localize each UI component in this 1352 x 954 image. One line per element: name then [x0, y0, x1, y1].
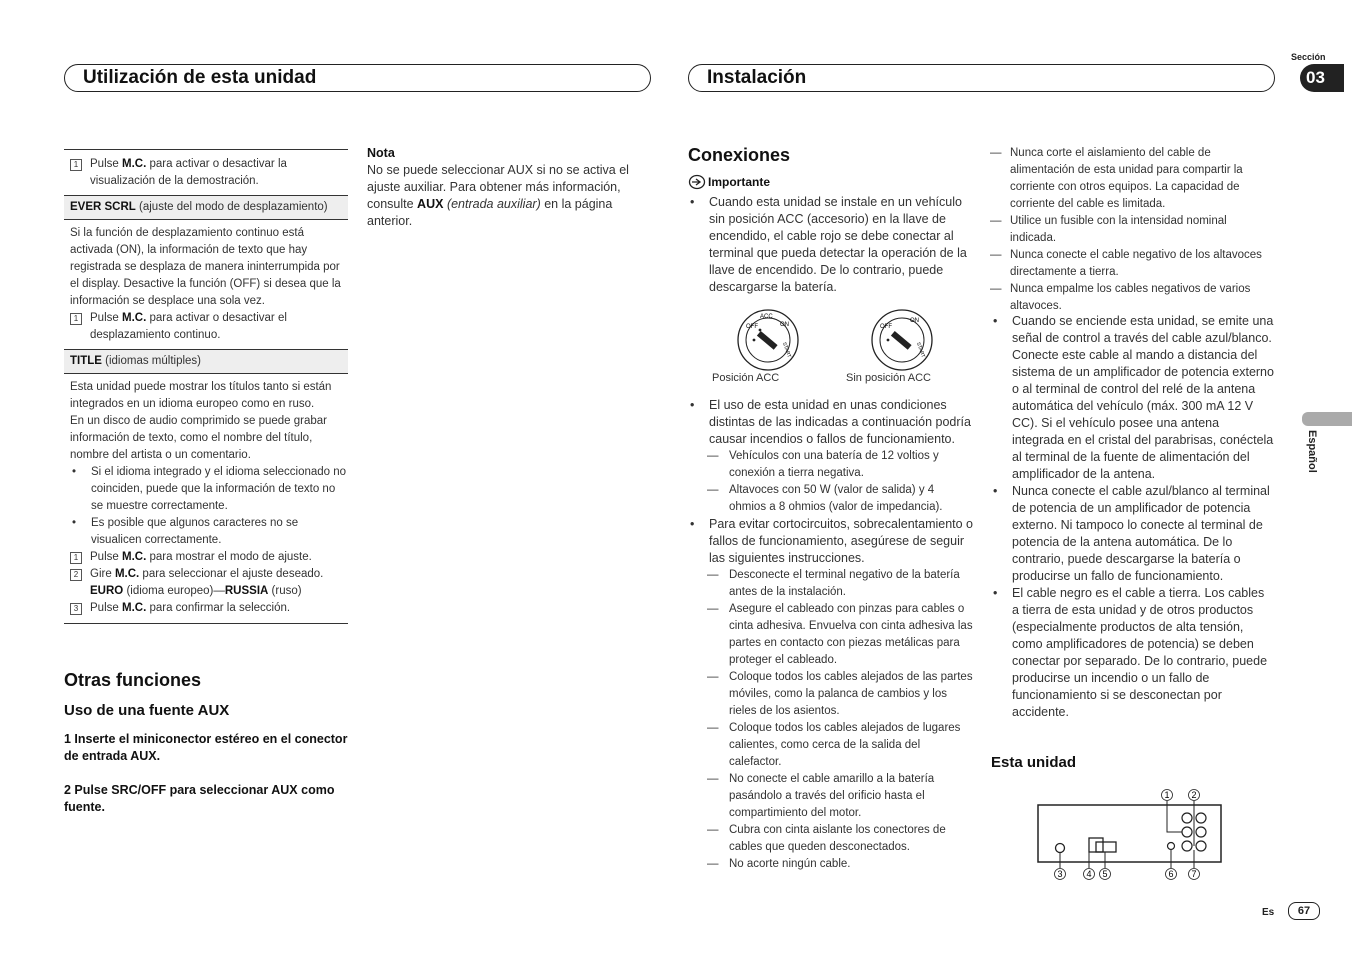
warning-hand-icon [688, 174, 706, 190]
step-text: Pulse M.C. para activar o desactivar el desplazamiento continuo. [90, 312, 287, 341]
posicion-acc-label: Posición ACC [712, 372, 780, 384]
conexiones-list-1 [688, 194, 973, 296]
dash-item: — Nunca corte el aislamiento del cable de alimentación de esta unidad para compartir la corriente con otros equipos. La capacidad de corriente del cable es limitada. [990, 147, 1243, 210]
footer-language: Es [1262, 907, 1275, 918]
nota-block [367, 145, 647, 230]
importante-label: Importante [688, 174, 770, 190]
right-column-bullets [991, 313, 1274, 721]
dash-item: — Desconecte el terminal negativo de la batería antes de la instalación. [707, 569, 960, 598]
esta-unidad-heading: Esta unidad [991, 754, 1077, 771]
key-on-label: ON [780, 322, 789, 328]
callout-4: 4 [1086, 869, 1092, 879]
list-item: • Cuando se enciende esta unidad, se emite una señal de control a través del cable azul/blanco. Conecte este cable al mando a distancia del sistema de un amplificador de potencia externo o al terminal de control del relé de la antena automática del vehículo (máx. 300 mA 12 V CC). Si el vehículo posee una antena integrada en el cristal del parabrisas, conéctela al terminal de la fuente de alimentación del amplificador de la antena. [993, 314, 1274, 481]
unit-rear-diagram [1036, 786, 1226, 882]
dash-item: — No conecte el cable amarillo a la batería pasándolo a través del orificio hasta el compartimiento del motor. [707, 773, 935, 819]
nota-title: Nota [367, 146, 395, 160]
list-item: • Nunca conecte el cable azul/blanco al terminal de potencia de un amplificador de potencia externo. Ni tampoco lo conecte al terminal de potencia de la antena automática. De lo contrario, puede descargarse la batería o producirse un fallo de funcionamiento. [993, 484, 1270, 583]
list-item: • Para evitar cortocircuitos, sobrecalentamiento o fallos de funcionamiento, asegúrese de seguir las siguientes instrucciones. [690, 517, 974, 565]
aux-step-1: 1 Inserte el miniconector estéreo en el conector de entrada AUX. [64, 732, 348, 763]
dash-item: — Asegure el cableado con pinzas para cables o cinta adhesiva. Envuelva con cinta adhesiva las partes en contacto con piezas metálicas para proteger el cableado. [707, 603, 973, 666]
list-item: • Cuando esta unidad se instale en un vehículo sin posición ACC (accesorio) en la llave de encendido, el cable rojo se debe conectar al terminal que pueda detectar la operación de la llave de encendido. De lo contrario, puede descargarse la batería. [690, 195, 967, 294]
callout-3: 3 [1057, 869, 1063, 879]
page-number: 67 [1288, 902, 1320, 920]
left-column [64, 145, 348, 624]
dash-item: — No acorte ningún cable. [707, 858, 851, 870]
key-off-label: OFF [746, 324, 758, 330]
dash-item: — Nunca conecte el cable negativo de los altavoces directamente a tierra. [990, 249, 1262, 278]
dash-item: — Vehículos con una batería de 12 voltios y conexión a tierra negativa. [707, 450, 939, 479]
callout-6: 6 [1168, 869, 1174, 879]
language-tab [1302, 412, 1352, 426]
step-number-2: 2 [70, 569, 82, 581]
divider [64, 149, 348, 150]
step-item: 3 Pulse M.C. para confirmar la selección. [64, 600, 348, 617]
dash-item: — Utilice un fusible con la intensidad nominal indicada. [990, 215, 1227, 244]
dash-item: — Coloque todos los cables alejados de las partes móviles, como la palanca de cambios y los rieles de los asientos. [707, 671, 973, 717]
step-number-1: 1 [70, 159, 82, 171]
callout-1: 1 [1164, 790, 1170, 800]
dash-item: — Nunca empalme los cables negativos de varios altavoces. [990, 283, 1251, 312]
right-header-title: Instalación [707, 67, 807, 88]
section-number: 03 [1300, 64, 1344, 92]
key-no-acc-diagram [870, 308, 934, 372]
step-number-1: 1 [70, 552, 82, 564]
list-item: • El cable negro es el cable a tierra. Los cables a tierra de esta unidad y de otros productos (especialmente productos de alta tensión, como amplificadores de potencia) se deben conectar por separado. De lo contrario, puede producirse un incendio o un fallo de funcionamiento si se desconectan por accidente. [993, 586, 1268, 719]
step-item: 2 Gire M.C. para seleccionar el ajuste deseado. EURO (idioma europeo)—RUSSIA (ruso) [64, 566, 348, 600]
conexiones-list-2 [688, 397, 973, 873]
callout-2: 2 [1191, 790, 1197, 800]
right-column-dashes [990, 145, 1273, 315]
key-acc-label: ACC [760, 314, 773, 320]
step-item [64, 310, 348, 344]
conexiones-heading: Conexiones [688, 145, 791, 165]
key-acc-diagram [736, 308, 800, 372]
step-text: Pulse M.C. para activar o desactivar la visualización de la demostración. [90, 158, 287, 187]
left-header [64, 64, 651, 92]
divider [64, 623, 348, 624]
key-off-label: OFF [880, 324, 892, 330]
sin-posicion-acc-label: Sin posición ACC [846, 372, 931, 384]
aux-step-2: 2 Pulse SRC/OFF para seleccionar AUX como fuente. [64, 783, 335, 814]
otras-funciones-heading: Otras funciones [64, 670, 202, 690]
key-on-label: ON [910, 318, 919, 324]
language-label: Español [1306, 430, 1318, 473]
step-number-3: 3 [70, 603, 82, 615]
step-number-1: 1 [70, 313, 82, 325]
nota-text: No se puede seleccionar AUX si no se activa el ajuste auxiliar. Para obtener más información, consulte AUX (entrada auxiliar) en la página anterior. [367, 163, 629, 228]
callout-5: 5 [1102, 869, 1108, 879]
left-header-title: Utilización de esta unidad [83, 67, 317, 88]
key-start-label: START [780, 341, 792, 359]
dash-item: — Cubra con cinta aislante los conectores de cables que queden desconectados. [707, 824, 946, 853]
title-bar: TITLE (idiomas múltiples) [64, 349, 348, 374]
step-item: 1 Pulse M.C. para mostrar el modo de ajuste. [64, 549, 348, 566]
dash-item: — Altavoces con 50 W (valor de salida) y 4 ohmios a 8 ohmios (valor de impedancia). [707, 484, 943, 513]
key-start-label: START [914, 341, 926, 359]
step-item [64, 156, 348, 190]
list-item: • El uso de esta unidad en unas condiciones distintas de las indicadas a continuación podría causar incendios o fallos de funcionamiento. [690, 398, 971, 446]
section-label: Sección [1291, 52, 1326, 62]
dash-item: — Coloque todos los cables alejados de lugares calientes, como cerca de la salida del calefactor. [707, 722, 961, 768]
ever-scrl-text: Si la función de desplazamiento continuo está activada (ON), la información de texto que hay registrada se desplaza de manera ininterrumpida por el display. Desactive la función (OFF) si desea que la información se desplace una sola vez. [70, 227, 341, 307]
ever-scrl-bar: EVER SCRL (ajuste del modo de desplazamiento) [64, 195, 348, 220]
callout-7: 7 [1191, 869, 1197, 879]
title-text-2: En un disco de audio comprimido se puede grabar información de texto, como el nombre del título, nombre del artista o un comentario. [70, 415, 327, 461]
uso-aux-heading: Uso de una fuente AUX [64, 702, 230, 719]
right-header [688, 64, 1275, 92]
list-item: • Es posible que algunos caracteres no se visualicen correctamente. [72, 517, 299, 546]
list-item: • Si el idioma integrado y el idioma seleccionado no coinciden, puede que la información de texto no se muestre correctamente. [72, 466, 347, 512]
title-text-1: Esta unidad puede mostrar los títulos tanto si están integrados en un idioma europeo como en ruso. [70, 381, 332, 410]
